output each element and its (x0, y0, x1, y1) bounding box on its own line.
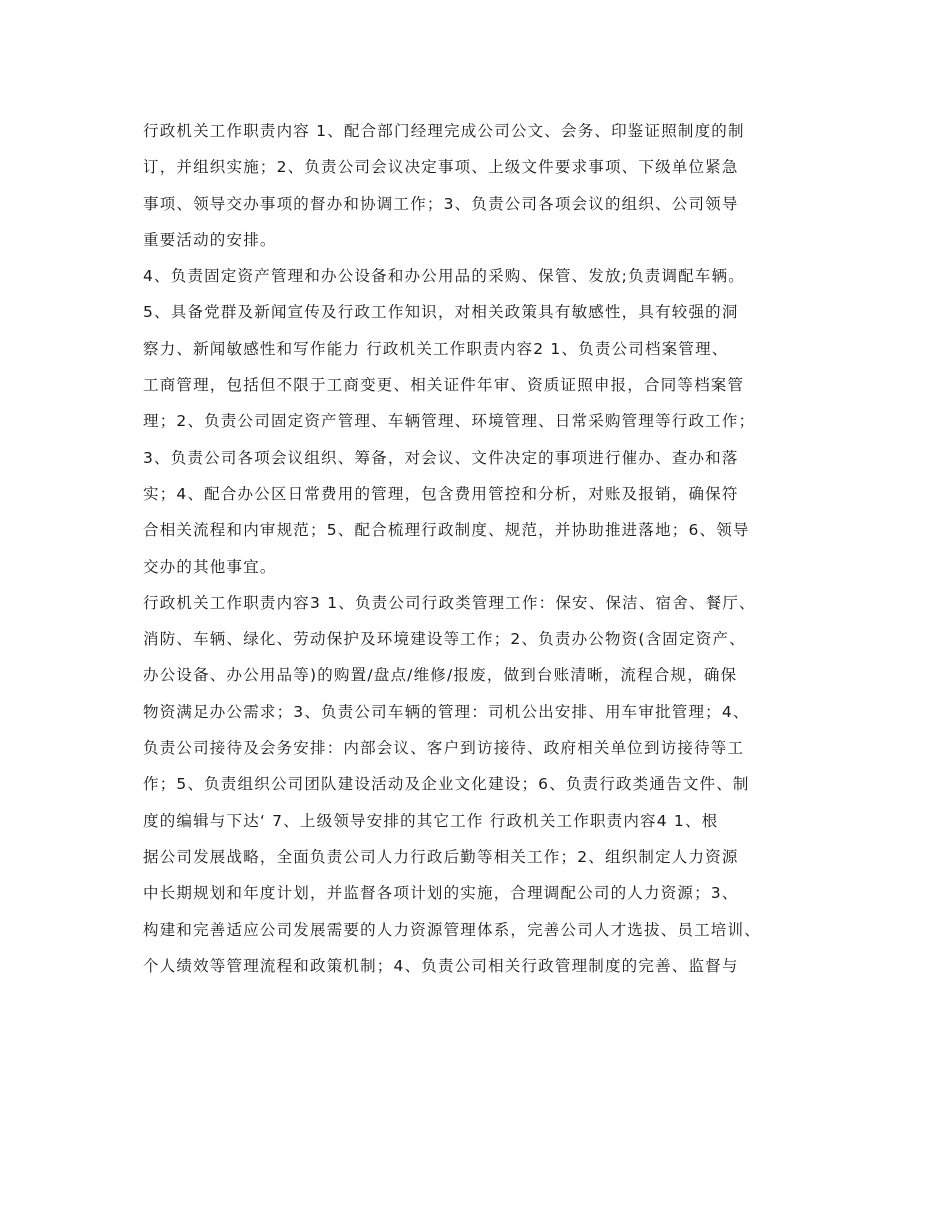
text-line: 工商管理，包括但不限于工商变更、相关证件年审、资质证照申报，合同等档案管 (143, 376, 745, 395)
text-line: 作；5、负责组织公司团队建设活动及企业文化建设；6、负责行政类通告文件、制 (143, 775, 750, 794)
text-line: 事项、领导交办事项的督办和协调工作；3、负责公司各项会议的组织、公司领导 (143, 194, 739, 213)
text-line: 行政机关工作职责内容3 1、负责公司行政类管理工作：保安、保洁、宿舍、餐厅、 (143, 593, 756, 612)
text-line: 察力、新闻敏感性和写作能力 行政机关工作职责内容2 1、负责公司档案管理、 (143, 339, 729, 358)
text-line: 个人绩效等管理流程和政策机制；4、负责公司相关行政管理制度的完善、监督与 (143, 956, 739, 975)
text-line: 度的编辑与下达‘ 7、上级领导安排的其它工作 行政机关工作职责内容4 1、根 (143, 811, 719, 830)
document-body (143, 113, 833, 984)
text-line: 中长期规划和年度计划，并监督各项计划的实施，合理调配公司的人力资源；3、 (143, 884, 739, 903)
text-line: 订，并组织实施；2、负责公司会议决定事项、上级文件要求事项、下级单位紧急 (143, 158, 739, 177)
text-line: 负责公司接待及会务安排：内部会议、客户到访接待、政府相关单位到访接待等工 (143, 739, 745, 758)
text-line: 实；4、配合办公区日常费用的管理，包含费用管控和分析，对账及报销，确保符 (143, 484, 739, 503)
text-line: 据公司发展战略，全面负责公司人力行政后勤等相关工作；2、组织制定人力资源 (143, 847, 739, 866)
text-line: 物资满足办公需求；3、负责公司车辆的管理：司机公出安排、用车审批管理；4、 (143, 702, 750, 721)
text-line: 4、负责固定资产管理和办公设备和办公用品的采购、保管、发放;负责调配车辆。 (143, 267, 745, 286)
text-line: 重要活动的安排。 (143, 230, 277, 249)
text-line: 行政机关工作职责内容 1、配合部门经理完成公司公文、会务、印鉴证照制度的制 (143, 122, 745, 140)
text-line: 合相关流程和内审规范；5、配合梳理行政制度、规范，并协助推进落地；6、领导 (143, 521, 750, 540)
text-line: 5、具备党群及新闻宣传及行政工作知识，对相关政策具有敏感性，具有较强的洞 (143, 303, 739, 322)
text-line: 理；2、负责公司固定资产管理、车辆管理、环境管理、日常采购管理等行政工作； (143, 412, 756, 431)
text-line: 构建和完善适应公司发展需要的人力资源管理体系，完善公司人才选拔、员工培训、 (143, 920, 761, 939)
text-line: 消防、车辆、绿化、劳动保护及环境建设等工作；2、负责办公物资(含固定资产、 (143, 630, 746, 649)
text-line: 3、负责公司各项会议组织、筹备，对会议、文件决定的事项进行催办、查办和落 (143, 448, 739, 467)
text-line: 交办的其他事宜。 (143, 557, 277, 576)
text-line: 办公设备、办公用品等)的购置/盘点/维修/报废，做到台账清晰，流程合规，确保 (143, 666, 738, 685)
